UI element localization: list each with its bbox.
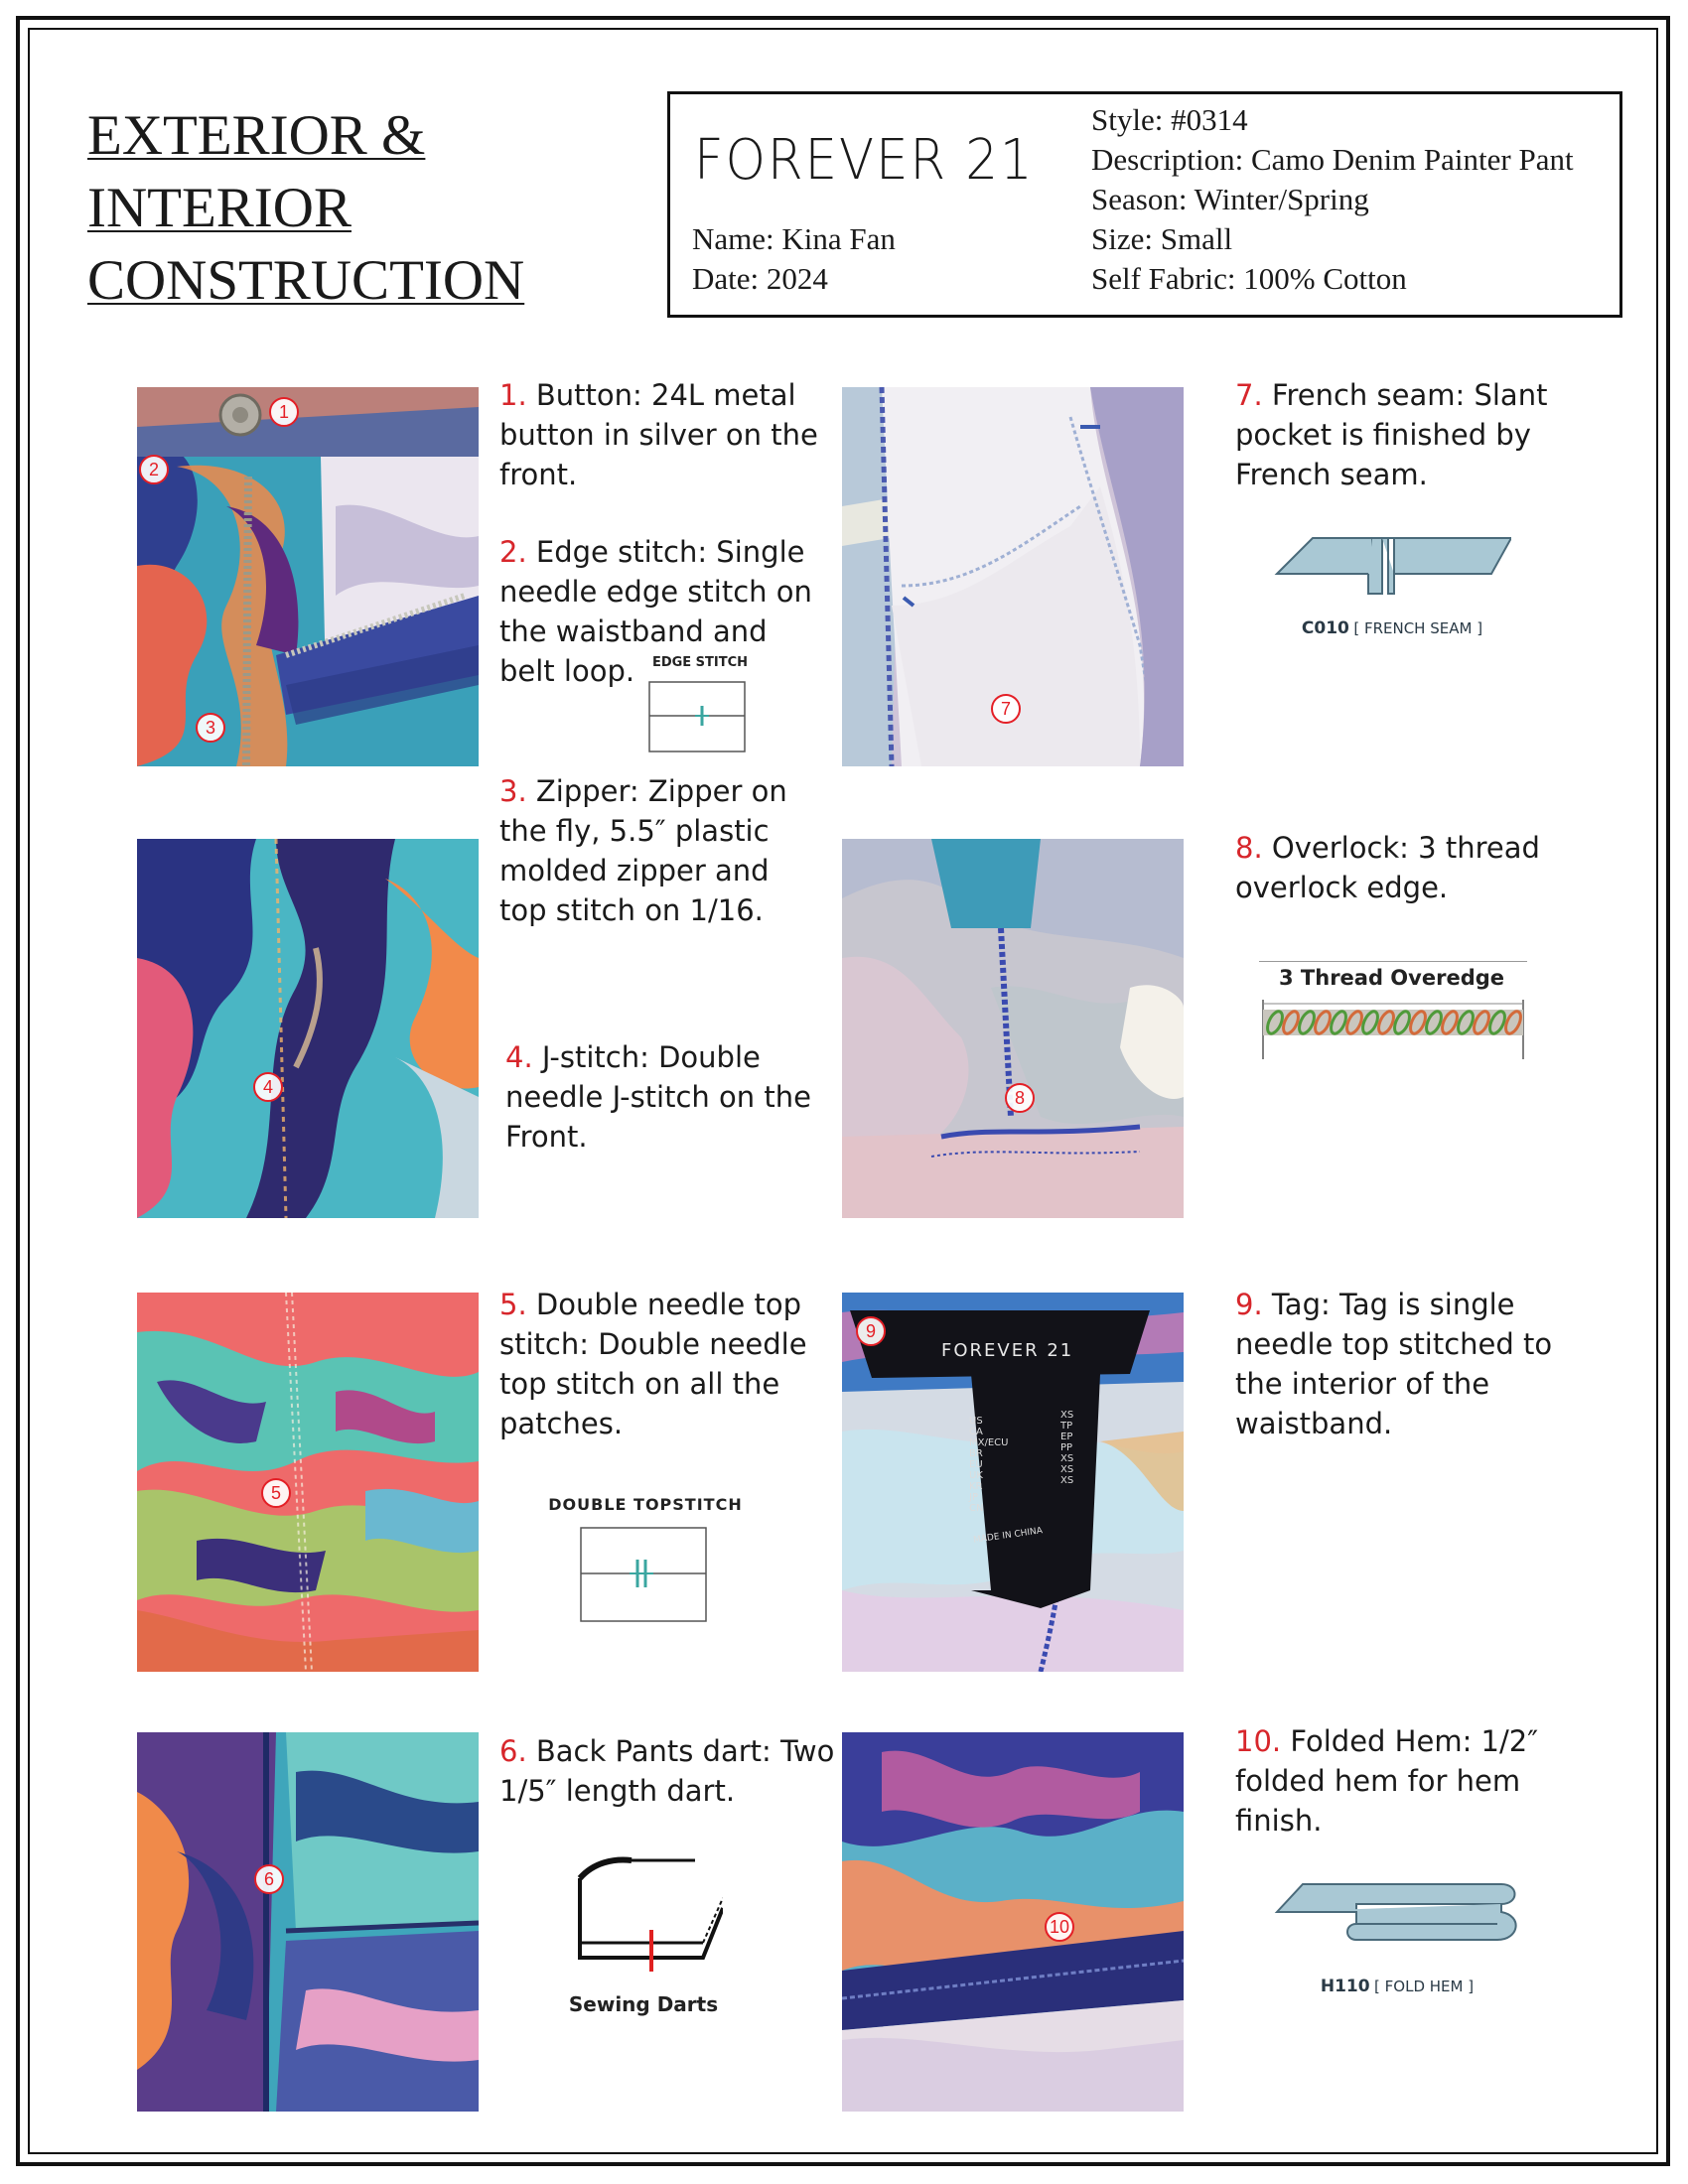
item-6-number: 6.	[499, 1734, 527, 1768]
photo-button-zipper	[137, 387, 479, 766]
item-4-number: 4.	[505, 1040, 533, 1074]
designer-name: Name: Kina Fan	[692, 221, 896, 256]
item-3-number: 3.	[499, 774, 527, 808]
marker-1: 1	[269, 397, 299, 427]
tag-size-eu: EU	[969, 1459, 983, 1470]
item-9-line-4: waistband.	[1235, 1407, 1393, 1440]
tag-brand: FOREVER 21	[941, 1340, 1074, 1361]
french-seam-code: C010	[1301, 618, 1349, 638]
description: Description: Camo Denim Painter Pant	[1091, 142, 1574, 177]
photo-folded-hem	[842, 1732, 1184, 2112]
item-3-text	[499, 771, 787, 930]
double-topstitch-diagram	[546, 1495, 745, 1634]
item-8-line-1: Overlock: 3 thread	[1271, 831, 1540, 865]
tag-size-xs-3: XS	[1060, 1464, 1074, 1475]
marker-10: 10	[1045, 1912, 1074, 1942]
marker-8: 8	[1005, 1083, 1035, 1113]
overedge-icon	[1259, 990, 1537, 1059]
brand-name: FOREVER 21	[694, 128, 1035, 193]
photo-back-dart	[137, 1732, 479, 2112]
item-2-number: 2.	[499, 535, 527, 569]
marker-4: 4	[253, 1072, 283, 1102]
item-8-text	[1235, 828, 1540, 907]
title-line-3: CONSTRUCTION	[87, 249, 525, 312]
item-3-line-4: top stitch on 1/16.	[499, 893, 764, 927]
french-seam-icon	[1273, 524, 1511, 614]
photo-j-stitch	[137, 839, 479, 1218]
item-9-number: 9.	[1235, 1288, 1263, 1321]
item-4-line-1: J-stitch: Double	[541, 1040, 761, 1074]
title-line-1: EXTERIOR &	[87, 104, 426, 167]
edge-stitch-label: EDGE STITCH	[651, 655, 749, 670]
item-10-number: 10.	[1235, 1724, 1282, 1758]
item-4-line-2: needle J-stitch on the	[505, 1080, 811, 1114]
style-number: Style: #0314	[1091, 102, 1248, 137]
fold-hem-icon	[1273, 1876, 1521, 1972]
item-3-line-1: Zipper: Zipper on	[535, 774, 787, 808]
fold-hem-name: [ FOLD HEM ]	[1374, 1978, 1475, 1995]
item-1-line-3: front.	[499, 458, 578, 491]
tag-size-jp: JP	[969, 1492, 978, 1503]
item-6-line-1: Back Pants dart: Two	[535, 1734, 835, 1768]
tag-size-kr: KR	[969, 1481, 983, 1492]
marker-3: 3	[196, 713, 225, 743]
item-3-line-3: molded zipper and	[499, 854, 770, 887]
photo-double-topstitch	[137, 1293, 479, 1672]
fold-hem-diagram	[1273, 1876, 1521, 1995]
edge-stitch-icon	[645, 670, 755, 755]
item-5-line-4: patches.	[499, 1407, 624, 1440]
item-7-line-3: French seam.	[1235, 458, 1428, 491]
item-9-text	[1235, 1285, 1552, 1443]
tag-size-list-left	[969, 1416, 1008, 1514]
marker-6: 6	[254, 1864, 284, 1894]
double-topstitch-icon	[546, 1514, 745, 1629]
item-10-line-3: finish.	[1235, 1804, 1323, 1838]
item-6-line-2: 1/5″ length dart.	[499, 1774, 736, 1808]
item-9-line-1: Tag: Tag is single	[1271, 1288, 1515, 1321]
item-5-line-1: Double needle top	[535, 1288, 801, 1321]
item-5-number: 5.	[499, 1288, 527, 1321]
item-1-number: 1.	[499, 378, 527, 412]
item-4-text	[505, 1037, 811, 1157]
tag-size-list-right	[1060, 1410, 1073, 1486]
fold-hem-code: H110	[1320, 1977, 1370, 1996]
marker-2: 2	[139, 455, 169, 484]
sewing-darts-diagram	[564, 1848, 723, 2027]
tag-size-xs-1: XS	[1060, 1410, 1074, 1421]
date: Date: 2024	[692, 261, 828, 296]
french-seam-diagram	[1273, 524, 1511, 643]
item-5-line-2: stitch: Double needle	[499, 1327, 807, 1361]
marker-5: 5	[261, 1478, 291, 1508]
photo-tag	[842, 1293, 1184, 1672]
tag-size-ca: CA	[969, 1427, 983, 1437]
item-2-line-4: belt loop.	[499, 654, 635, 688]
marker-7: 7	[991, 694, 1021, 724]
item-7-line-1: French seam: Slant	[1271, 378, 1548, 412]
item-10-line-2: folded hem for hem	[1235, 1764, 1521, 1798]
item-2-line-1: Edge stitch: Single	[535, 535, 805, 569]
season: Season: Winter/Spring	[1091, 182, 1369, 216]
item-7-text	[1235, 375, 1547, 494]
tag-size-pp: PP	[1060, 1442, 1073, 1453]
item-9-line-2: needle top stitched to	[1235, 1327, 1553, 1361]
tag-size-tp: TP	[1060, 1421, 1073, 1432]
tag-size-br: BR	[969, 1448, 983, 1459]
sewing-darts-label: Sewing Darts	[568, 1992, 719, 2016]
item-6-text	[499, 1731, 834, 1811]
item-1-text	[499, 375, 818, 494]
item-8-number: 8.	[1235, 831, 1263, 865]
item-9-line-3: the interior of the	[1235, 1367, 1490, 1401]
photo-overlock	[842, 839, 1184, 1218]
title-line-2: INTERIOR	[87, 177, 352, 239]
item-2-line-2: needle edge stitch on	[499, 575, 812, 609]
overlock-diagram	[1259, 961, 1537, 1080]
item-1-line-2: button in silver on the	[499, 418, 818, 452]
french-seam-name: [ FRENCH SEAM ]	[1353, 619, 1483, 637]
tag-made-in: MADE IN CHINA	[972, 1526, 1044, 1546]
size: Size: Small	[1091, 221, 1233, 256]
sewing-darts-icon	[564, 1848, 723, 1987]
marker-9: 9	[856, 1316, 886, 1346]
tag-size-cn: CN	[969, 1503, 984, 1514]
item-5-text	[499, 1285, 807, 1443]
item-7-line-2: pocket is finished by	[1235, 418, 1531, 452]
tag-size-mx: MX/ECU	[969, 1437, 1009, 1448]
edge-stitch-diagram	[645, 655, 755, 764]
item-4-line-3: Front.	[505, 1120, 588, 1154]
tag-size-xs-4: XS	[1060, 1475, 1074, 1486]
item-1-line-1: Button: 24L metal	[535, 378, 796, 412]
tag-size-us: US	[969, 1416, 983, 1427]
self-fabric: Self Fabric: 100% Cotton	[1091, 261, 1407, 296]
tag-size-uk: UK	[969, 1470, 983, 1481]
item-2-line-3: the waistband and	[499, 614, 768, 648]
tag-size-ep: EP	[1060, 1432, 1073, 1442]
double-topstitch-label: DOUBLE TOPSTITCH	[548, 1495, 743, 1514]
item-7-number: 7.	[1235, 378, 1263, 412]
item-8-line-2: overlock edge.	[1235, 871, 1449, 904]
info-box	[667, 91, 1622, 318]
photo-french-seam	[842, 387, 1184, 766]
tag-size-xs-2: XS	[1060, 1453, 1074, 1464]
item-5-line-3: top stitch on all the	[499, 1367, 780, 1401]
overedge-label: 3 Thread Overedge	[1279, 966, 1505, 990]
item-3-line-2: the fly, 5.5″ plastic	[499, 814, 770, 848]
page-title	[87, 99, 524, 317]
item-10-line-1: Folded Hem: 1/2″	[1290, 1724, 1539, 1758]
item-10-text	[1235, 1721, 1538, 1841]
